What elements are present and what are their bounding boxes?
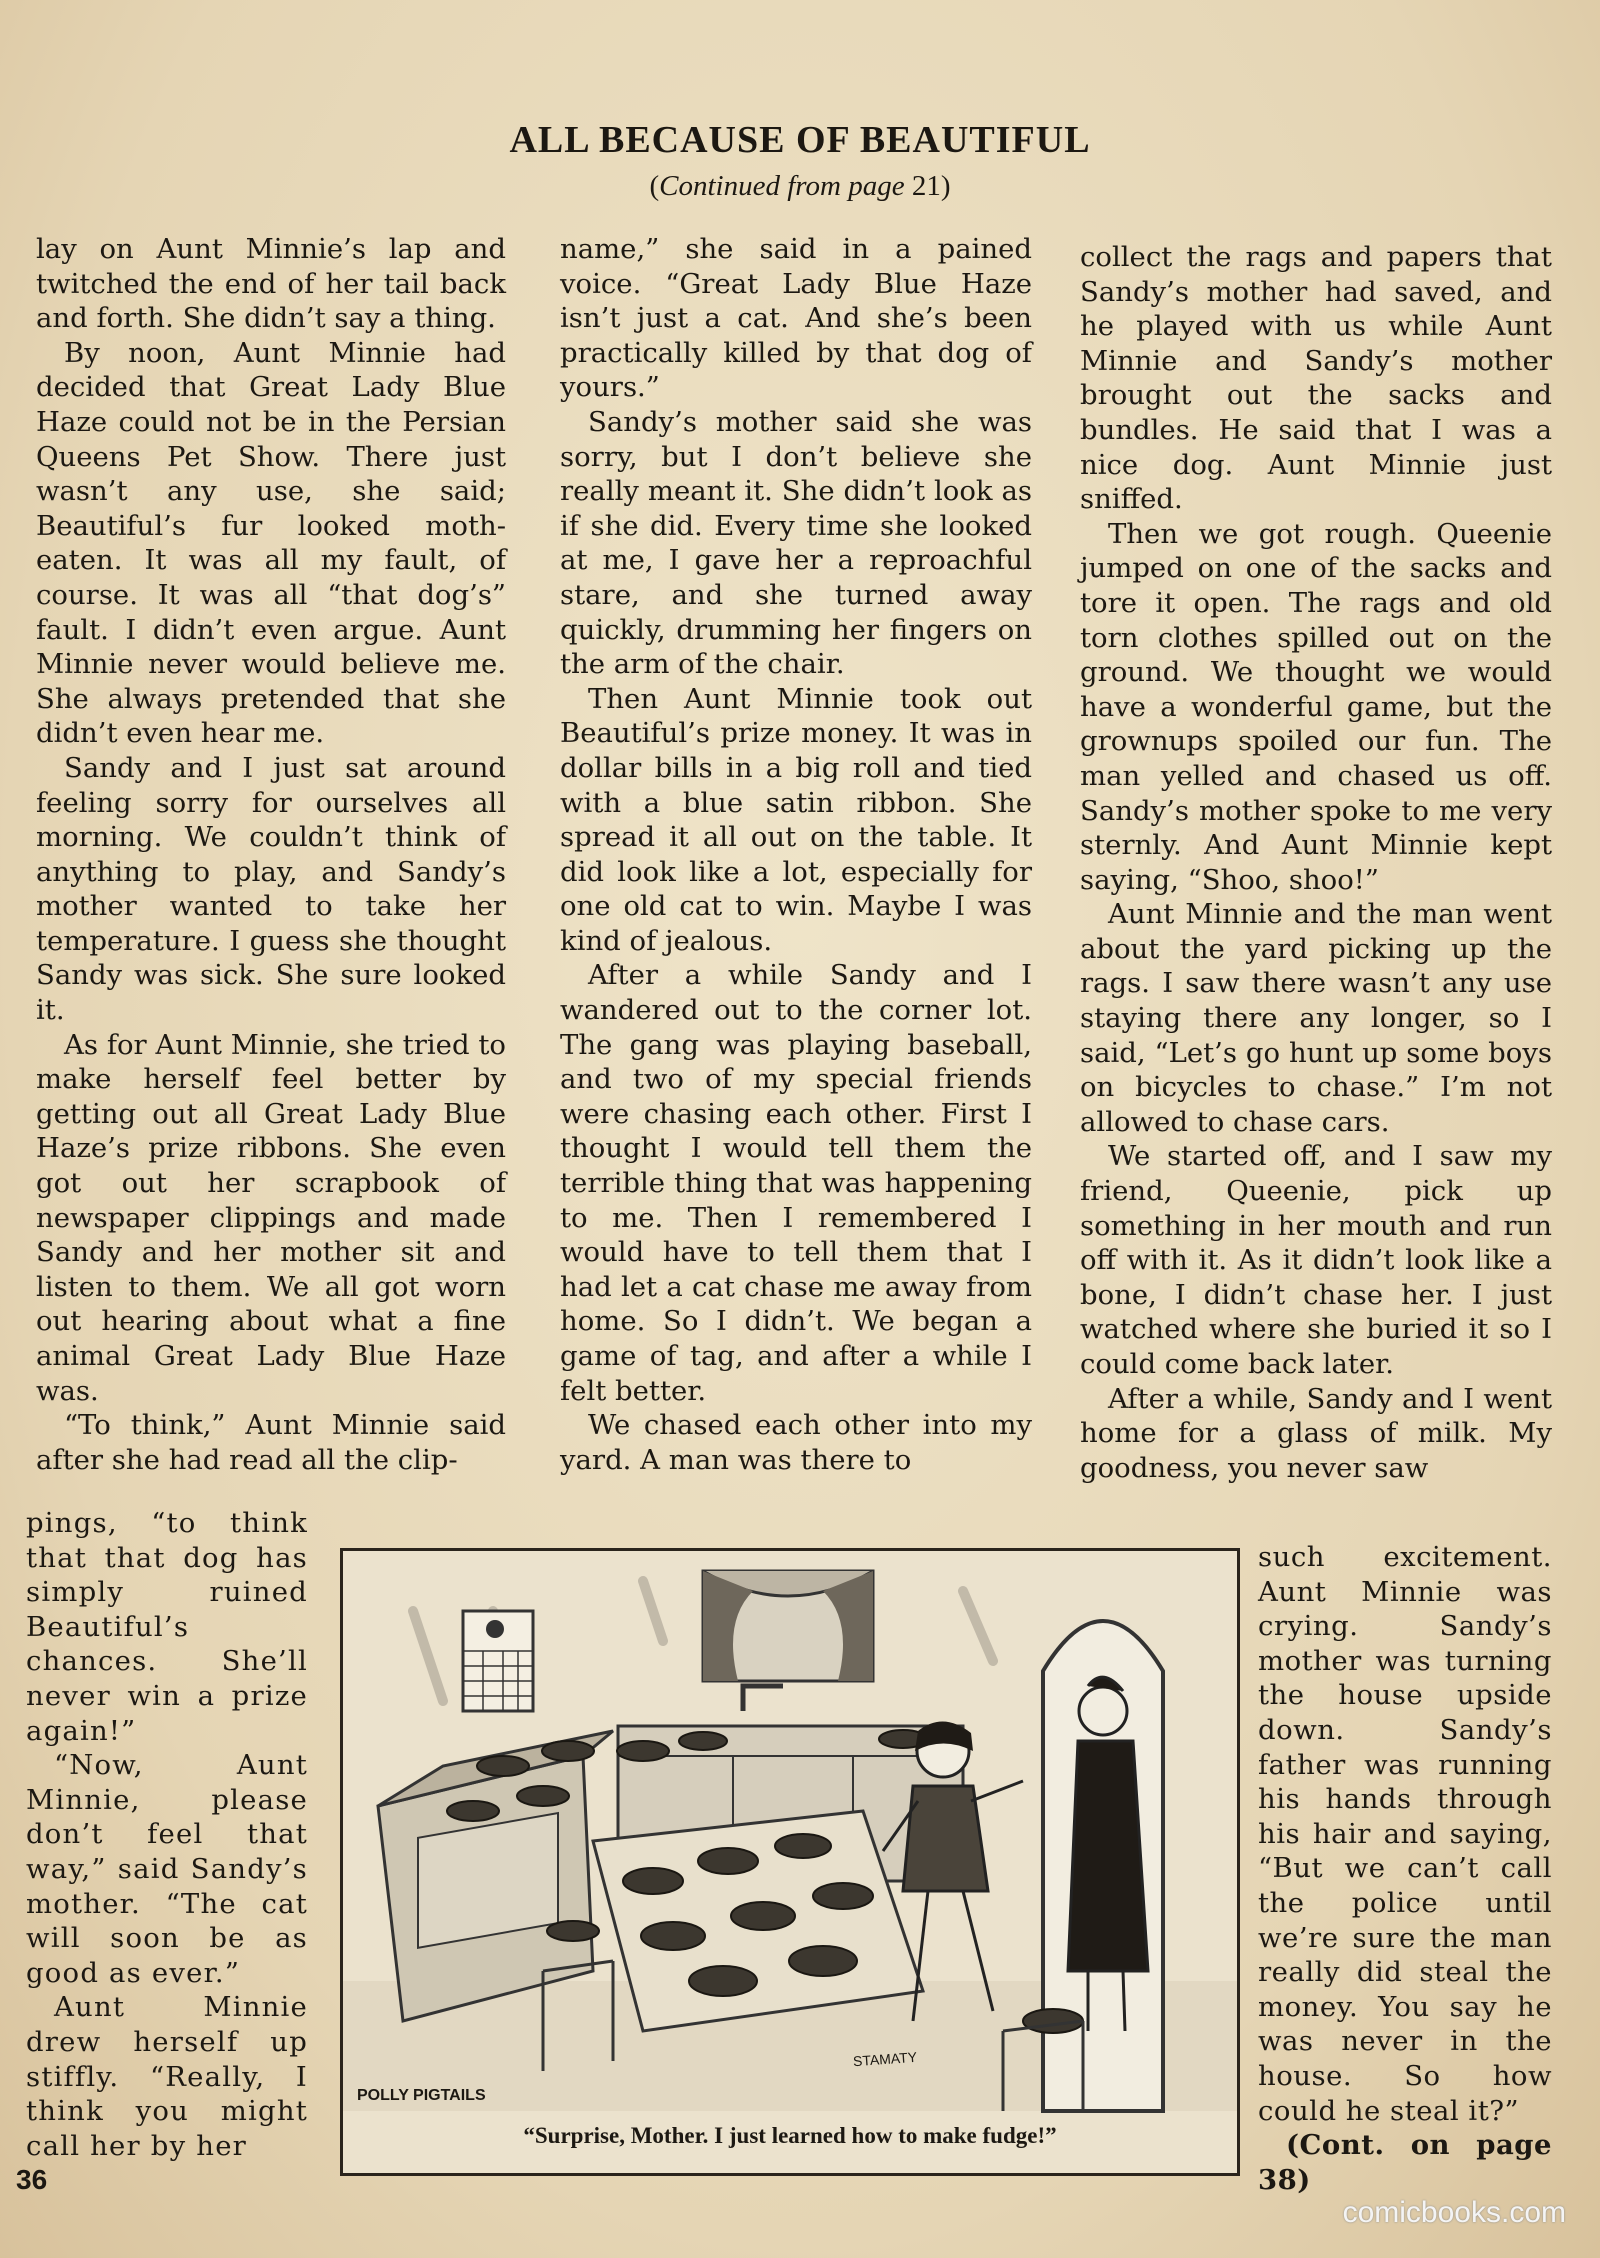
paragraph: As for Aunt Minnie, she tried to make herself feel better by getting out all Great Lady Blue Haze’s prize ribbons. She even got out her scrapbook of newspaper clippings and made Sandy and her mother sit and listen to them. We all got worn out hearing about what a fine animal Great Lady Blue Haze was. (36, 1028, 506, 1407)
paragraph: Sandy’s mother said she was sorry, but I don’t believe she really meant it. She didn’t look as if she did. Every time she looked at me, I gave her a reproachful stare, and she turned away quickly, drumming her fingers on the arm of the chair. (560, 405, 1032, 681)
paragraph: “To think,” Aunt Minnie said after she had read all the clip- (36, 1409, 506, 1476)
paragraph: Aunt Minnie drew herself up stiffly. “Really, I think you might call her by her (26, 1991, 308, 2162)
column-1-lower (26, 1506, 308, 2163)
paragraph: We started off, and I saw my friend, Queenie, pick up something in her mouth and run off with it. As it didn’t look like a bone, I didn’t chase her. I just watched where she buried it so I could come back later. (1080, 1140, 1552, 1380)
column-2 (560, 232, 1032, 1477)
story-title: ALL BECAUSE OF BEAUTIFUL (509, 119, 1091, 161)
paragraph: Aunt Minnie and the man went about the yard picking up the rags. I saw there wasn’t any use staying there any longer, so I said, “Let’s go hunt up some boys on bicycles to chase.” I’m not allowed to chase cars. (1080, 898, 1552, 1138)
continued-text: Continued from page (659, 170, 905, 202)
page-number: 36 (16, 2164, 48, 2195)
paragraph: By noon, Aunt Minnie had decided that Great Lady Blue Haze could not be in the Persian Queens Pet Show. There just wasn’t any use, she said; Beautiful’s fur looked moth-eaten. It was all my fault, of course. It was all “that dog’s” fault. I didn’t even argue. Aunt Minnie never would believe me. She always pretended that she didn’t even hear me. (36, 336, 506, 750)
artist-signature: STAMATY (852, 2048, 918, 2070)
cartoon-illustration (343, 1551, 1237, 2173)
paragraph: pings, “to think that that dog has simply ruined Beautiful’s chances. She’ll never win a prize again!” (26, 1507, 308, 1747)
paragraph: collect the rags and papers that Sandy’s mother had saved, and he played with us while Aunt Minnie and Sandy’s mother brought out the sacks and bundles. He said that I was a nice dog. Aunt Minnie just sniffed. (1080, 241, 1552, 516)
paragraph: We chased each other into my yard. A man was there to (560, 1409, 1032, 1476)
paragraph: name,” she said in a pained voice. “Great Lady Blue Haze isn’t just a cat. And she’s been practically killed by that dog of yours.” (560, 233, 1032, 404)
continued-note: (Continued from page 21) (649, 170, 951, 202)
paragraph: Sandy and I just sat around feeling sorry for ourselves all morning. We couldn’t think of anything to play, and Sandy’s mother wanted to take her temperature. I guess she thought Sandy was sick. She sure looked it. (36, 751, 506, 1027)
watermark: comicbooks.com (1342, 2196, 1566, 2229)
paragraph: After a while Sandy and I wandered out to the corner lot. The gang was playing baseball, and two of my special friends were chasing each other. First I thought I would tell them the terrible thing that was happening to me. Then I remembered I would have to tell them that I had let a cat chase me away from home. So I didn’t. We began a game of tag, and after a while I felt better. (560, 959, 1032, 1407)
strip-label: POLLY PIGTAILS (357, 2087, 486, 2104)
continuation-note: (Cont. on page 38) (1258, 2129, 1552, 2196)
cartoon-caption: “Surprise, Mother. I just learned how to make fudge!” (523, 2123, 1057, 2148)
paragraph: After a while, Sandy and I went home for a glass of milk. My goodness, you never saw (1080, 1382, 1552, 1484)
paragraph: lay on Aunt Minnie’s lap and twitched the end of her tail back and forth. She didn’t say a thing. (36, 233, 506, 335)
column-3 (1080, 240, 1552, 1485)
paragraph: Then we got rough. Queenie jumped on one of the sacks and tore it open. The rags and old torn clothes spilled out on the ground. We thought we would have a wonderful game, but the grownups spoiled our fun. The man yelled and chased us off. Sandy’s mother spoke to me very sternly. And Aunt Minnie kept saying, “Shoo, shoo!” (1080, 517, 1552, 896)
column-3-lower (1258, 1540, 1552, 2197)
paragraph: such excitement. Aunt Minnie was crying. Sandy’s mother was turning the house upside down. Sandy’s father was running his hands through his hair and saying, “But we can’t call the police until we’re sure the man really did steal the money. You say he was never in the house. So how could he steal it?” (1258, 1541, 1552, 2127)
continued-page: 21) (904, 170, 951, 202)
paragraph: “Now, Aunt Minnie, please don’t feel that way,” said Sandy’s mother. “The cat will soon be as good as ever.” (26, 1749, 308, 1989)
paragraph: Then Aunt Minnie took out Beautiful’s prize money. It was in dollar bills in a big roll and tied with a blue satin ribbon. She spread it all out on the table. It did look like a lot, especially for one old cat to win. Maybe I was kind of jealous. (560, 682, 1032, 957)
cartoon-panel (340, 1548, 1240, 2176)
column-1 (36, 232, 506, 1477)
